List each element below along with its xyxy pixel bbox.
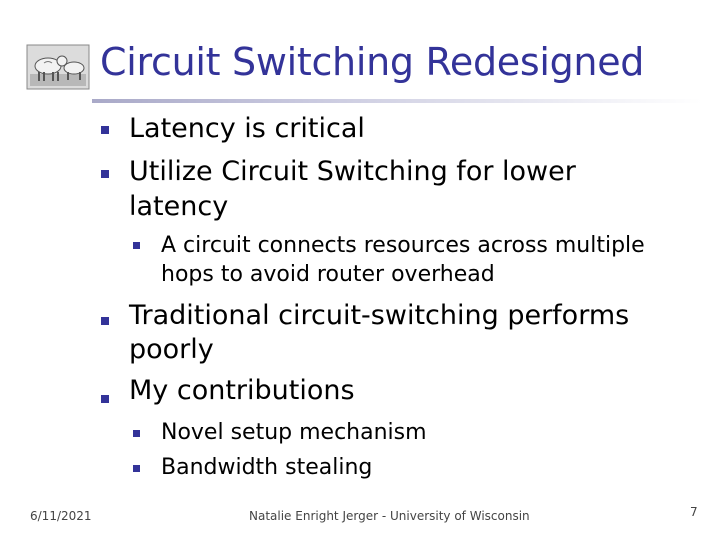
title-underline (92, 99, 702, 103)
bullet-text: latency (129, 191, 229, 222)
sub-bullet-marker (133, 242, 140, 249)
bullet-marker (101, 395, 109, 403)
footer-date: 6/11/2021 (30, 509, 92, 523)
sub-bullet-marker (133, 465, 140, 472)
sub-bullet-text: hops to avoid router overhead (161, 262, 495, 287)
page-number: 7 (690, 505, 698, 519)
bullet-text: Traditional circuit-switching performs (129, 300, 630, 331)
bullet-text: poorly (129, 334, 214, 365)
sub-bullet-text: Bandwidth stealing (161, 455, 373, 480)
bullet-marker (101, 170, 109, 178)
sub-bullet-text: A circuit connects resources across multiple (161, 233, 645, 258)
bullet-text: Utilize Circuit Switching for lower (129, 156, 576, 187)
footer-author: Natalie Enright Jerger - University of Wisconsin (249, 509, 530, 523)
bullet-text: Latency is critical (129, 113, 365, 144)
sub-bullet-text: Novel setup mechanism (161, 420, 427, 445)
cow-logo-icon (26, 44, 90, 90)
bullet-text: My contributions (129, 375, 355, 406)
bullet-marker (101, 317, 109, 325)
bullet-marker (101, 126, 109, 134)
slide-title: Circuit Switching Redesigned (100, 40, 645, 84)
sub-bullet-marker (133, 430, 140, 437)
